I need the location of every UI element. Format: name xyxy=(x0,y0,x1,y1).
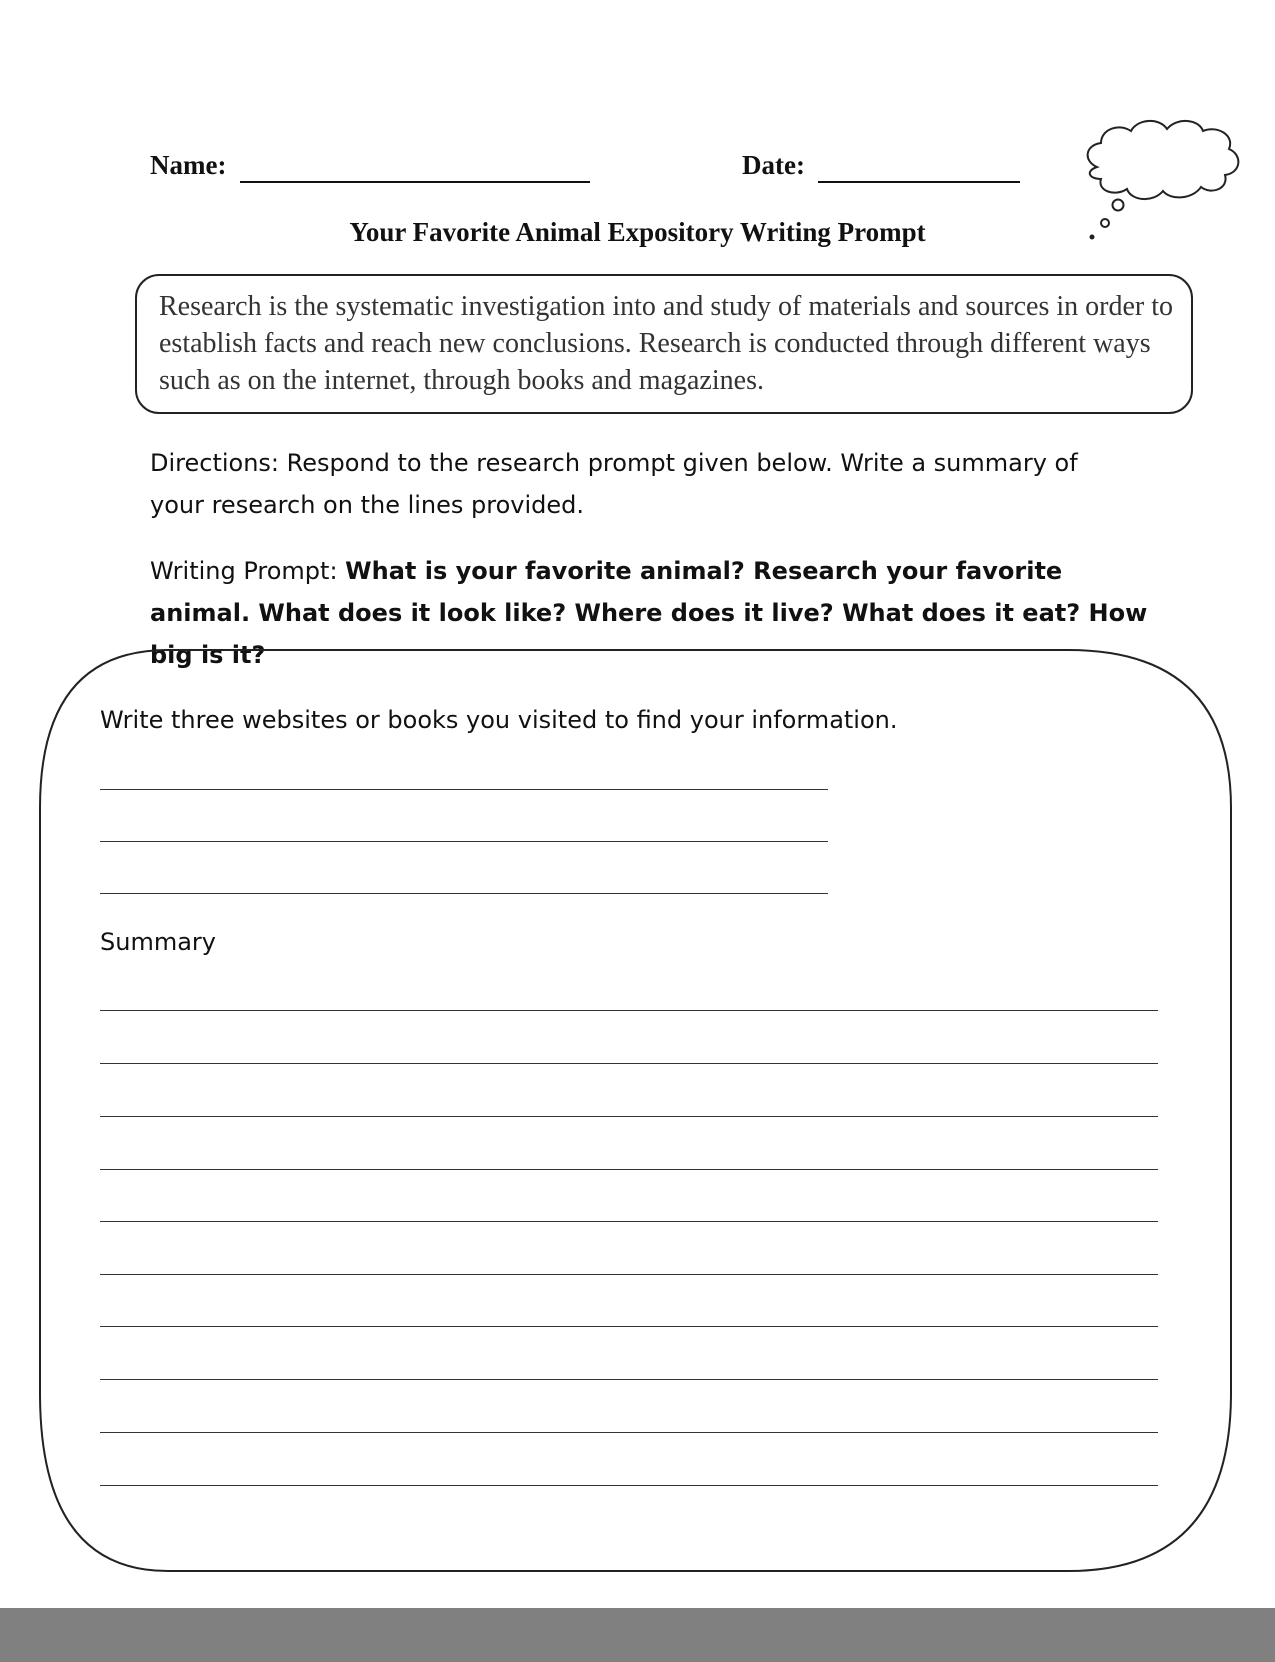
directions-text: Directions: Respond to the research prompt given below. Write a summary of your research on the lines provided. xyxy=(150,449,1078,519)
footer-notch xyxy=(0,1600,408,1608)
summary-line[interactable] xyxy=(100,1169,1158,1170)
source-line-2[interactable] xyxy=(100,841,828,842)
source-line-3[interactable] xyxy=(100,893,828,894)
summary-line[interactable] xyxy=(100,1063,1158,1064)
summary-label: Summary xyxy=(100,928,216,956)
name-label: Name: xyxy=(150,150,227,180)
summary-line[interactable] xyxy=(100,1221,1158,1222)
writing-prompt-label: Writing Prompt: xyxy=(150,557,338,585)
intro-box xyxy=(135,274,1193,414)
date-label: Date: xyxy=(742,150,805,180)
name-date-row xyxy=(150,150,1030,190)
name-field[interactable] xyxy=(240,181,590,183)
summary-line[interactable] xyxy=(100,1432,1158,1433)
date-field[interactable] xyxy=(818,181,1020,183)
footer-bar xyxy=(0,1608,1275,1662)
summary-line[interactable] xyxy=(100,1326,1158,1327)
summary-line[interactable] xyxy=(100,1010,1158,1011)
source-line-1[interactable] xyxy=(100,789,828,790)
intro-text: Research is the systematic investigation into and study of materials and sources in order to establish facts and reach new conclusions. Research is conducted through different ways such as on the internet, through books and magazines. xyxy=(159,291,1173,396)
summary-line[interactable] xyxy=(100,1485,1158,1486)
response-box-outline xyxy=(38,648,1233,1573)
response-box xyxy=(38,648,1233,1573)
summary-line[interactable] xyxy=(100,1116,1158,1117)
page-title: Your Favorite Animal Expository Writing Prompt xyxy=(349,217,926,247)
sources-instruction: Write three websites or books you visited to find your information. xyxy=(100,706,898,734)
summary-line[interactable] xyxy=(100,1379,1158,1380)
writing-prompt-question: What is your favorite animal? Research your favorite animal. What does it look like? Where does it live? What does it eat? How big is it? xyxy=(150,557,1148,669)
summary-line[interactable] xyxy=(100,1274,1158,1275)
